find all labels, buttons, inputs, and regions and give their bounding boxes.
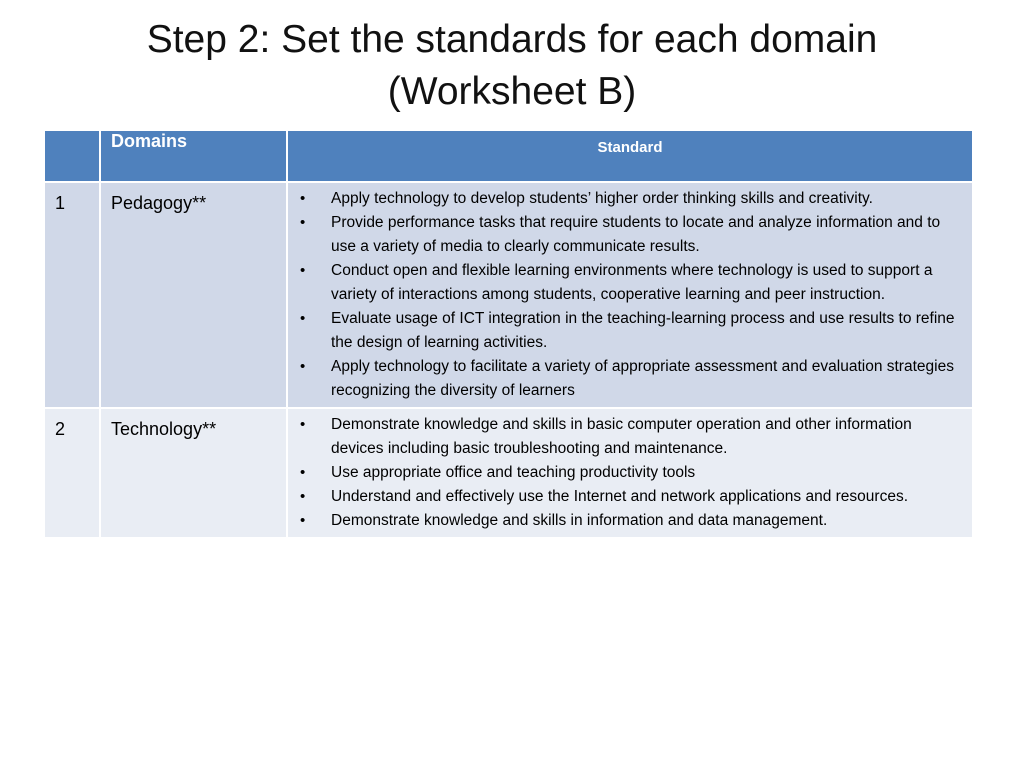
standards-list xyxy=(294,187,964,403)
list-item xyxy=(294,485,964,509)
standard-text: Apply technology to facilitate a variety of appropriate assessment and evaluation strategies recognizing the diversity of learners xyxy=(331,358,954,399)
header-domains: Domains xyxy=(100,130,287,182)
standard-text: Conduct open and flexible learning environments where technology is used to support a variety of interactions among students, cooperative learning and peer instruction. xyxy=(331,262,933,303)
row-standards xyxy=(287,182,973,408)
bullet-icon: • xyxy=(300,214,306,231)
header-number xyxy=(44,130,100,182)
list-item xyxy=(294,413,964,461)
list-item xyxy=(294,461,964,485)
list-item xyxy=(294,307,964,355)
standards-table xyxy=(43,129,974,539)
title-line-1: Step 2: Set the standards for each domain xyxy=(146,18,878,61)
row-domain: Pedagogy** xyxy=(100,182,287,408)
title-line-2: (Worksheet B) xyxy=(387,70,637,113)
list-item xyxy=(294,211,964,259)
bullet-icon: • xyxy=(300,488,306,505)
header-standard: Standard xyxy=(287,130,973,182)
row-number: 2 xyxy=(44,408,100,538)
table-row xyxy=(44,408,973,538)
bullet-icon: • xyxy=(300,358,306,375)
list-item xyxy=(294,509,964,533)
bullet-icon: • xyxy=(300,190,306,207)
standard-text: Evaluate usage of ICT integration in the teaching-learning process and use results to refine the design of learning activities. xyxy=(331,310,955,351)
standard-text: Demonstrate knowledge and skills in basic computer operation and other information devices including basic troubleshooting and maintenance. xyxy=(331,416,912,457)
table-row xyxy=(44,182,973,408)
standard-text: Demonstrate knowledge and skills in information and data management. xyxy=(331,512,828,529)
standard-text: Understand and effectively use the Internet and network applications and resources. xyxy=(331,488,909,505)
bullet-icon: • xyxy=(300,262,306,279)
standard-text: Provide performance tasks that require students to locate and analyze information and to use a variety of media to clearly communicate results. xyxy=(331,214,941,255)
list-item xyxy=(294,355,964,403)
bullet-icon: • xyxy=(300,416,306,433)
list-item xyxy=(294,187,964,211)
slide-title xyxy=(60,14,964,118)
bullet-icon: • xyxy=(300,310,306,327)
row-number: 1 xyxy=(44,182,100,408)
standards-list xyxy=(294,413,964,533)
bullet-icon: • xyxy=(300,512,306,529)
list-item xyxy=(294,259,964,307)
standard-text: Use appropriate office and teaching productivity tools xyxy=(331,464,696,481)
standard-text: Apply technology to develop students’ higher order thinking skills and creativity. xyxy=(331,190,873,207)
row-standards xyxy=(287,408,973,538)
bullet-icon: • xyxy=(300,464,306,481)
table-header-row xyxy=(44,130,973,182)
row-domain: Technology** xyxy=(100,408,287,538)
